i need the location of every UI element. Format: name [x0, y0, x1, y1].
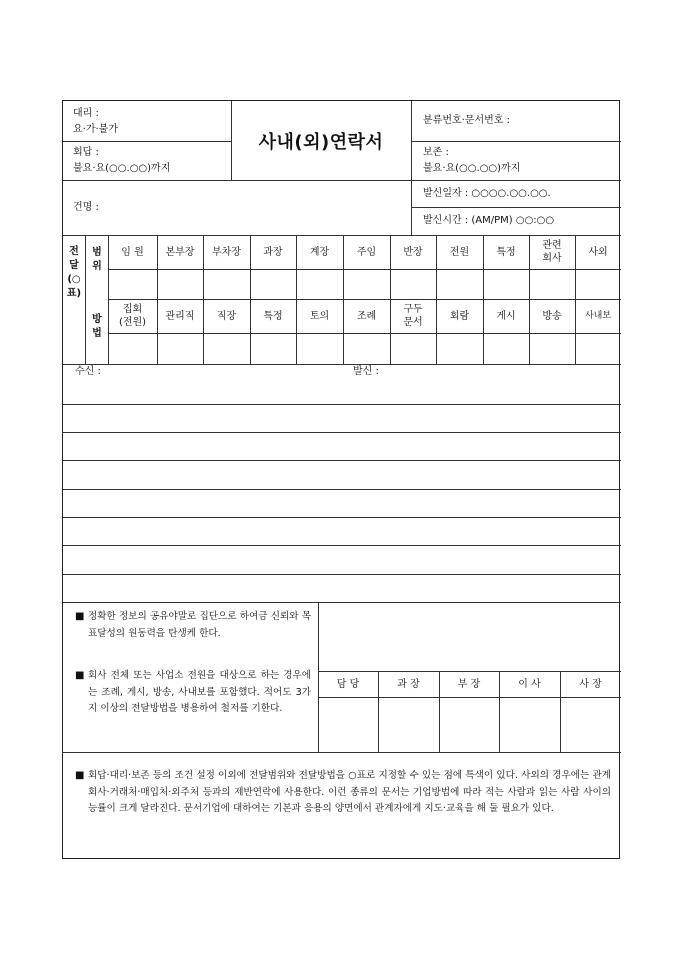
method-broadcast: 방송 [542, 310, 562, 322]
note-features [75, 768, 611, 818]
scope-deputy-head: 부차장 [212, 246, 241, 258]
scope-external: 사외 [588, 246, 608, 258]
reply-label: 회답 : [73, 147, 99, 158]
method-oral-document: 구두 문서 [403, 304, 423, 328]
classification-number-label: 분류번호·문서번호 : [423, 115, 511, 126]
subject-label: 건명 : [73, 202, 99, 213]
bullet-square-icon: ■ [75, 770, 85, 781]
method-posting: 게시 [496, 310, 516, 322]
issue-time-label: 발신시간 : (AM/PM) ○○:○○ [423, 215, 555, 226]
note-text: 회답·대리·보존 등의 조건 설정 이외에 전달범위와 전달방법을 ○표로 지정할 수 있는 점에 특색이 있다. 사외의 경우에는 관계회사·거래처·매입처·외주처 등과의 제반연락에 사용한다. 이런 종류의 문서는 기업방법에 따라 적는 사람과 읽는 사람 사이의 능률이 크게 달라진다. 문서기업에 대하여는 기본과 응용의 양면에서 관계자에게 지도·교육을 해 둘 필요가 있다. [88, 770, 611, 814]
scope-all-staff: 전원 [449, 246, 470, 258]
scope-team-leader: 반장 [403, 246, 423, 258]
note-company-wide [75, 668, 311, 718]
method-circulation: 회람 [449, 310, 470, 322]
note-text: 정확한 정보의 공유야말로 집단으로 하여금 신뢰와 목표달성의 원동력을 탄생케 한다. [88, 611, 311, 639]
recipient-label: 수신 : [75, 366, 101, 377]
method-discussion: 토의 [309, 310, 330, 322]
method-managers: 관리직 [165, 310, 195, 322]
scope-affiliates: 관련 회사 [542, 240, 562, 264]
approval-section-chief: 과 장 [397, 678, 420, 690]
retention-value: 불요·요(○○.○○)까지 [423, 163, 521, 174]
approval-president: 사 장 [579, 678, 602, 690]
internal-memo-form [62, 100, 620, 859]
approval-person-in-charge: 담 당 [336, 678, 360, 690]
method-label: 방법 [92, 314, 102, 339]
proxy-label: 대리 : [73, 108, 99, 119]
document-title: 사내(외)연락서 [258, 131, 384, 153]
scope-division-head: 본부장 [165, 246, 195, 258]
approval-director: 이 사 [518, 678, 541, 690]
issue-date-label: 발신일자 : ○○○○.○○.○○. [423, 188, 551, 199]
transmission-side-label: 전달(○표) [66, 246, 82, 299]
method-assembly: 집회 (전원) [118, 304, 147, 328]
bullet-square-icon: ■ [75, 670, 85, 681]
method-workplace: 직장 [216, 310, 237, 322]
approval-department-head: 부 장 [457, 678, 481, 690]
scope-assistant-manager: 주임 [356, 246, 377, 258]
bullet-square-icon: ■ [75, 611, 85, 622]
note-information-sharing [75, 609, 311, 642]
proxy-value: 요·가·불가 [73, 124, 118, 135]
method-morning-meeting: 조례 [356, 310, 377, 322]
retention-label: 보존 : [423, 147, 449, 158]
scope-section-chief: 과장 [263, 246, 283, 258]
note-text: 회사 전체 또는 사업소 전원을 대상으로 하는 경우에는 조례, 게시, 방송, 사내보를 포함했다. 적어도 3가지 이상의 전달방법을 병용하여 철저를 기한다. [88, 670, 311, 714]
scope-specific: 특정 [496, 246, 516, 258]
reply-value: 불요·요(○○.○○)까지 [73, 163, 171, 174]
scope-executives: 임 원 [121, 246, 144, 258]
sender-label: 발신 : [353, 366, 379, 377]
method-specific: 특정 [263, 310, 283, 322]
scope-subsection-chief: 계장 [309, 246, 330, 258]
method-newsletter: 사내보 [584, 310, 612, 321]
scope-label: 범위 [92, 247, 102, 272]
